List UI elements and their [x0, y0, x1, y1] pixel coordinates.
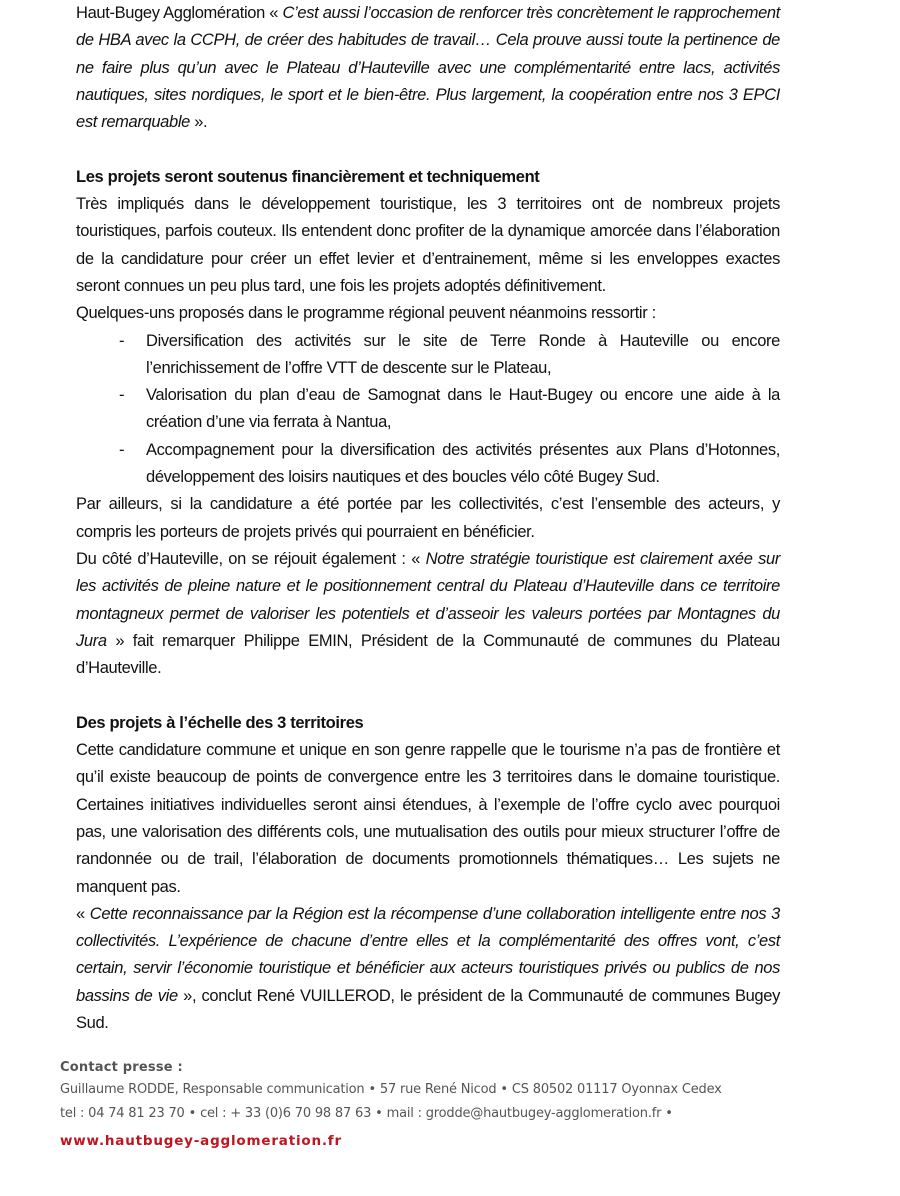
contact-tel: tel : 04 74 81 23 70	[60, 1106, 185, 1121]
list-item-text: Accompagnement pour la diversification des activités présentes aux Plans d’Hotonnes, développement des loisirs nautiques et des boucles vélo côté Bugey Sud.	[146, 440, 780, 487]
contact-title: Contact presse :	[60, 1060, 183, 1075]
hauteville-lead: Du côté d’Hauteville, on se réjouit également : «	[76, 549, 426, 568]
separator-dot: •	[665, 1106, 673, 1121]
section2-paragraph2	[76, 901, 780, 1037]
list-item	[76, 437, 780, 492]
list-item	[76, 328, 780, 383]
address-street: 57 rue René Nicod	[379, 1082, 497, 1097]
separator-dot: •	[375, 1106, 383, 1121]
list-item-text: Valorisation du plan d’eau de Samognat dans le Haut-Bugey ou encore une aide à la création d’une via ferrata à Nantua,	[146, 386, 780, 432]
section2-paragraph1: Cette candidature commune et unique en son genre rappelle que le tourisme n’a pas de frontière et qu’il existe beaucoup de points de convergence entre les 3 territoires dans le domaine touristique. Certaines initiatives individuelles seront ainsi étendues, à l’exemple de l’offre cyclo avec pourquoi pas, une valorisation des différents cols, une mutualisation des outils pour mieux structurer l’offre de randonnée ou de trail, l’élaboration de documents promotionnels thématiques… Les sujets ne manquent pas.	[76, 741, 780, 896]
intro-paragraph	[76, 0, 780, 136]
section1-paragraph1: Très impliqués dans le développement touristique, les 3 territoires ont de nombreux projets touristiques, parfois couteux. Ils entendent donc profiter de la dynamique amorcée dans l’élaboration de la candidature pour créer un effet levier et d’entrainement, même si les enveloppes exactes seront connues un peu plus tard, une fois les projets adoptés définitivement.	[76, 195, 780, 295]
bugey-sud-tail: », conclut René VUILLEROD, le président de la Communauté de communes Bugey Sud.	[76, 986, 780, 1032]
bugey-sud-lead: «	[76, 904, 90, 923]
contact-mail[interactable]: mail : grodde@hautbugey-agglomeration.fr	[386, 1106, 662, 1121]
bullet-dash: -	[119, 440, 125, 459]
separator-dot: •	[500, 1082, 508, 1097]
list-item	[76, 382, 780, 437]
project-list	[76, 328, 780, 492]
separator-dot: •	[368, 1082, 376, 1097]
bugey-sud-quote: Cette reconnaissance par la Région est la récompense d’une collaboration intelligente entre nos 3 collectivités. L’expérience de chacune d’entre elles et la complémentarité des offres vont, c’est certain, servir l’économie touristique et bénéficier aux acteurs touristiques privés ou publics de nos bassins de vie	[76, 904, 781, 1005]
contact-name: Guillaume RODDE, Responsable communication	[60, 1082, 365, 1097]
section1-heading: Les projets seront soutenus financièrement et techniquement	[76, 167, 540, 186]
bullet-dash: -	[119, 386, 125, 405]
bullet-dash: -	[119, 331, 125, 350]
intro-quote: C’est aussi l’occasion de renforcer très concrètement le rapprochement de HBA avec la CCPH, de créer des habitudes de travail… Cela prouve aussi toute la pertinence de ne faire plus qu’un avec le Plateau d’Hauteville avec une complémentarité entre lacs, activités nautiques, sites nordiques, le sport et le bien-être. Plus largement, la coopération entre nos 3 EPCI est remarquable	[76, 4, 780, 132]
separator-dot: •	[188, 1106, 197, 1121]
intro-lead: Haut-Bugey Agglomération «	[76, 4, 283, 22]
section1-paragraph2: Quelques-uns proposés dans le programme régional peuvent néanmoins ressortir :	[76, 304, 656, 323]
section1-paragraph3: Par ailleurs, si la candidature a été portée par les collectivités, c’est l’ensemble des acteurs, y compris les porteurs de projets privés qui pourraient en bénéficier.	[76, 495, 780, 541]
address-city: CS 80502 01117 Oyonnax Cedex	[511, 1082, 722, 1097]
spacer	[76, 682, 780, 709]
intro-tail: ».	[189, 113, 208, 132]
section1-paragraph4	[76, 546, 780, 682]
list-item-text: Diversification des activités sur le site de Terre Ronde à Hauteville ou encore l’enrichissement de l’offre VTT de descente sur le Plateau,	[146, 331, 780, 377]
press-release-body	[76, 0, 780, 1037]
spacer	[76, 136, 780, 163]
hauteville-quote: Notre stratégie touristique est clairement axée sur les activités de pleine nature et le positionnement central du Plateau d’Hauteville dans ce territoire montagneux permet de valoriser les potentiels et d’asseoir les valeurs portées par Montagnes du Jura	[76, 549, 780, 650]
contact-phone-line	[60, 1102, 840, 1126]
section2-heading: Des projets à l’échelle des 3 territoires	[76, 713, 364, 732]
contact-address-line	[60, 1078, 840, 1102]
contact-cel: cel : + 33 (0)6 70 98 87 63	[200, 1106, 372, 1121]
website-link[interactable]: www.hautbugey-agglomeration.fr	[60, 1133, 342, 1149]
press-contact-footer	[60, 1058, 840, 1154]
hauteville-tail: » fait remarquer Philippe EMIN, Président de la Communauté de communes du Plateau d’Hauteville.	[76, 631, 780, 678]
